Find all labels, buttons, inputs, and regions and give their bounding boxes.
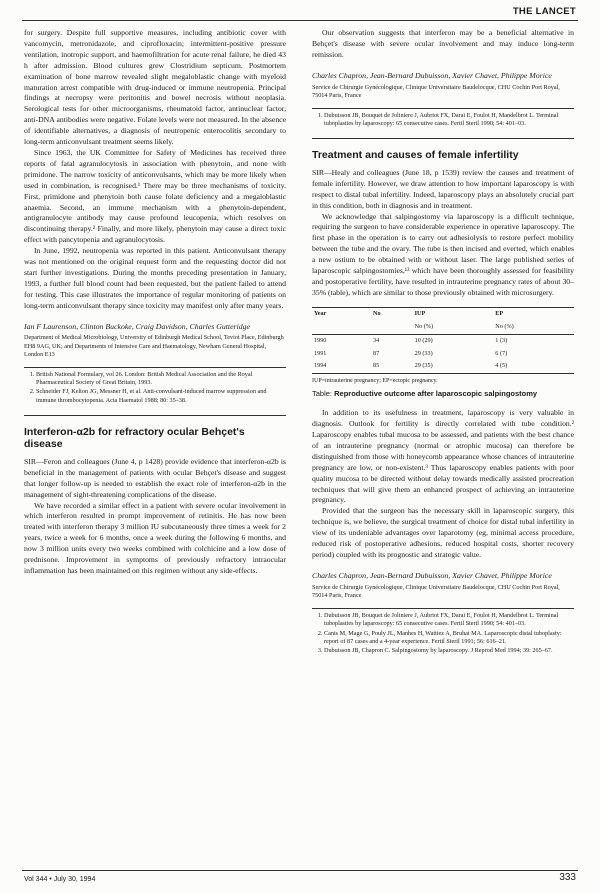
volume-info: Vol 344 • July 30, 1994 <box>24 876 96 883</box>
journal-name: THE LANCET <box>512 6 576 17</box>
table-cell: 4 (5) <box>493 360 574 373</box>
reference-item: 3. Dubuisson JB, Chapron C. Salpingostomy by laparoscopy. J Reprod Med 1994; 39: 265–67. <box>324 647 574 655</box>
table-cell: 87 <box>372 349 380 357</box>
reference-item: 1. British National Formulary, vol 26. London: British Medical Association and the Royal Pharmaceutical Society of Great Britain, 1993. <box>36 371 286 387</box>
paragraph: We have recorded a similar effect in a patient with severe ocular involvement in which interferon resulted in prompt improvement of retinitis. He has now been treated with interferon therapy 3 million IU subcutaneously three times a week for 2 years, twice a week for 6 months, once a week during the following 6 months, and now 3 million units every two weeks combined with colchicine and a low dose of prednisone. Improvement in symptoms of previously refractory intraocular inflammation has been maintained on this regimen without any side-effects. <box>24 500 286 575</box>
reference-item: 1. Dubuisson JB, Bouquet de Joliniere J, Aubriot FX, Darai E, Foulot H, Mandelbrot L. Terminal tuboplasties by laparoscopy: 65 consecutive cases. Fertil Steril 1990; 54: 401–03. <box>324 112 574 128</box>
references <box>312 108 574 128</box>
author-signature: Ian F Laurenson, Clinton Buckoke, Craig Davidson, Charles Gutteridge <box>24 321 251 331</box>
results-table <box>312 307 574 375</box>
table-cell: 10 (29) <box>414 336 433 344</box>
table-subheader <box>371 321 413 334</box>
paragraph: We acknowledge that salpingostomy via laparoscopy is a difficult technique, requiring the surgeon to have considerable experience in operative laparoscopy. The first phase in the operation is to carry out adhesiolysis to restore perfect mobility between the tube and the ovary. The tube is then incised and everted, which enables a new ostium to be obtained with or without laser. The large published series of laparoscopic salpingostomies,¹² which have been thoroughly assessed for feasibility and postoperative fertility, have resulted in intrauterine pregnancy rates of about 30–35% (table), which are similar to those previously obtained with microsurgery. <box>312 211 574 297</box>
author-affiliation: Service de Chirurgie Gynécologique, Clinique Universitaire Baudelocque, CHU Cochin Port Royal, 75014 Paris, France <box>312 583 560 599</box>
table-cell: 29 (35) <box>413 360 494 373</box>
author-signature: Charles Chapron, Jean-Bernard Dubuisson, Xavier Chavet, Philippe Morice <box>312 70 552 80</box>
references <box>24 367 286 405</box>
article-title: Interferon-α2b for refractory ocular Behçet's disease <box>24 425 245 451</box>
page-number: 333 <box>559 872 576 883</box>
table-cell: 1 (3) <box>495 336 508 344</box>
table-cell: 34 <box>372 336 380 344</box>
table-cell: 85 <box>371 360 413 373</box>
left-column <box>24 28 286 577</box>
table-cell: 1991 <box>314 349 327 357</box>
table-header: Year <box>312 307 371 320</box>
table-row <box>312 334 574 347</box>
table-header: No <box>371 307 413 320</box>
table-header: EP <box>493 307 574 320</box>
table-note: IUP=intrauterine pregnancy; EP=ectopic pregnancy. <box>312 378 438 385</box>
table-row <box>312 348 574 361</box>
author-affiliation: Service de Chirurgie Gynécologique, Clinique Universitaire Baudelocque, CHU Cochin Port Royal, 75014 Paris, France <box>312 83 560 99</box>
table-cell: 6 (7) <box>495 349 508 357</box>
paragraph: SIR—Healy and colleagues (June 18, p 1539) review the causes and treatment of female infertility. However, we draw attention to how important laparoscopy is with respect to distal tubal infertility. Indeed, laparoscopy plays an absolutely crucial part in this condition, both in diagnosis and in treatment. <box>312 167 574 210</box>
table-caption <box>312 389 574 400</box>
table-subheader: No (%) <box>413 321 494 334</box>
paragraph: In June, 1992, neutropenia was reported in this patient. Anticonvulsant therapy was not mentioned on the original request form and the requesting doctor did not start further investigations. During the months preceding presentation in January, 1993, a further full blood count had been requested, but the patient failed to attend for testing. This case illustrates the importance of regular monitoring of patients on long-term anticonvulsant therapy since toxicity may manifest only after many years. <box>24 246 286 310</box>
article-title: Treatment and causes of female infertility <box>312 149 519 162</box>
reference-item: 1. Dubuisson JB, Bouquet de Joliniere J, Aubriot FX, Darai E, Foulot H, Mandelbrot L. Terminal tuboplasties by laparoscopy: 65 consecutive cases. Fertil Steril 1990; 54: 401–03. <box>324 612 574 628</box>
reference-item: 2. Schneider FJ, Kelton JG, Messner H, et al. Anti-convulsant-induced marrow suppression and immune thrombocytopenia. Acta Haematol 1988; 80: 35–38. <box>36 388 286 404</box>
table-row <box>312 360 574 373</box>
table-cell: 1994 <box>312 360 371 373</box>
table-caption-text: Reproductive outcome after laparoscopic salpingostomy <box>334 389 538 399</box>
author-signature: Charles Chapron, Jean-Bernard Dubuisson, Xavier Chavet, Philippe Morice <box>312 570 552 580</box>
paragraph: SIR—Feron and colleagues (June 4, p 1428) provide evidence that interferon-α2b is beneficial in the management of patients with ocular Behçet's disease and suggest that longer follow-up is needed to establish the exact role of interferon-α2b in the management of sight-threatening complications of the disease. <box>24 456 286 499</box>
section-divider <box>312 138 574 139</box>
table-header: IUP <box>413 307 494 320</box>
table-caption-label: Table: <box>312 389 333 399</box>
references <box>312 608 574 655</box>
reference-item: 2. Canis M, Mage G, Pouly JL, Manhes H, Wattiez A, Bruhat MA. Laparoscopic distal tuboplasty: report of 87 cases and a 4-year experience. Fertil Steril 1991; 56: 616–21. <box>324 630 574 646</box>
table-subheader <box>312 321 371 334</box>
paragraph: In addition to its usefulness in treatment, laparoscopy is very valuable in diagnosis. Outlook for fertility is directly correlated with tube condition.² Laparoscopy enables tubal mucosa to be assessed, and patients with the best chance of an intrauterine pregnancy (normal or atrophic mucosa) can therefore be distinguished from those with honeycomb appearance whose chances of intrauterine pregnancy are low, or non-existent.³ Thus laparoscopy enables patients with poor quality mucosa to be directed without delay towards medically assisted procreation techniques that will give them an enhanced prospect of achieving an intrauterine pregnancy. <box>312 408 574 505</box>
author-affiliation: Department of Medical Microbiology, University of Edinburgh Medical School, Teviot Place, Edinburgh EH8 9AG, UK; and Departments of Intensive Care and Haematology, Newham General Hospital, London E13 <box>24 334 284 358</box>
section-divider <box>24 415 286 416</box>
table-cell: 1990 <box>314 336 327 344</box>
paragraph: Since 1963, the UK Committee for Safety of Medicines has received three reports of fatal agranulocytosis in association with phenytoin, and none with primidone. The narrow toxicity of anticonvulsants, which may be more likely when used in combination, is recognised.¹ There may be three mechanisms of toxicity. First, primidone and phenytoin both cause folate deficiency and a megaloblastic anaemia. Second, an immune mechanism with a phenytoin-dependent, antigranulocyte antibody may cause profound leucopenia, which resolves on discontinuing therapy.² Finally, and more likely, phenytoin may cause a direct toxic effect with pancytopenia and agranulocytosis. <box>24 147 286 245</box>
paragraph: for surgery. Despite full supportive measures, including antibiotic cover with vancomycin, metronidazole, and ciprofloxacin; intermittent-positive pressure ventilation, inotropic support, and haemofiltration for acute renal failure, he died 43 h after admission. Blood cultures grew Clostridium septicum. Postmortem examination of bone marrow revealed slight megaloblastic change with myeloid maturation arrest compatible with drug-induced or immune neutropenia. Principal findings at necropsy were peritonitis and bowel necrosis without neoplasia. Serological tests for other microorganisms, rheumatoid factor, antinuclear factor, anti-DNA antibodies were negative. Folate levels were not measured. In the absence of identifiable alternatives, a diagnosis of neutropenic enterocolitis secondary to long-term anticonvulsant treatment seems likely. <box>24 28 286 147</box>
paragraph: Provided that the surgeon has the necessary skill in laparoscopic surgery, this technique is, we believe, the surgical treatment of choice for distal tubal infertility in view of its undeniable advantages over laparotomy (eg, minimal access procedure, reduced risk of postoperative adhesions, reduced hospital costs, shorter recovery period) coupled with its prognostic and strategic value. <box>312 506 574 559</box>
table-subheader: No (%) <box>493 321 574 334</box>
footer-rule <box>22 870 578 871</box>
paragraph: Our observation suggests that interferon may be a beneficial alternative in Behçet's disease with severe ocular involvement and may induce long-term remission. <box>312 28 574 59</box>
header-rule <box>22 20 578 21</box>
right-column <box>312 28 574 656</box>
table-cell: 29 (33) <box>414 349 433 357</box>
